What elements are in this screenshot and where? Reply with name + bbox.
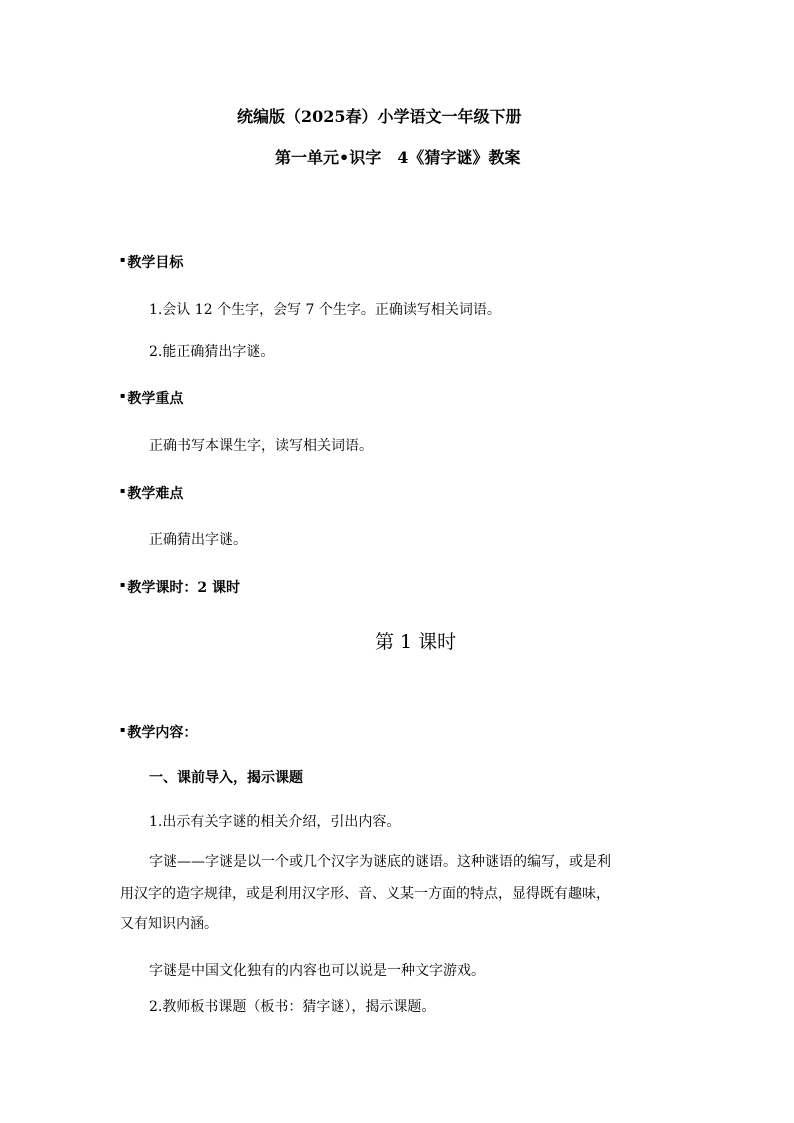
intro-line-3: 又有知识内涵。 [120,916,218,932]
bullet-icon: ▪ [120,485,126,495]
bullet-icon: ▪ [120,724,126,734]
key-points-heading-text: 教学重点 [127,391,184,407]
objectives-heading [120,254,183,272]
document-title: 统编版（2025春）小学语文一年级下册 [237,107,522,126]
step1-heading: 一、课前导入，揭示课题 [149,770,303,786]
intro-line-2: 用汉字的造字规律，或是利用汉字形、音、义某一方面的特点，显得既有趣味， [120,886,610,902]
objective-item-1: 1.会认 12 个生字，会写 7 个生字。正确读写相关词语。 [149,302,501,318]
difficulties-text: 正确猜出字谜。 [149,532,247,548]
culture-line: 字谜是中国文化独有的内容也可以说是一种文字游戏。 [149,963,485,979]
content-item-1: 1.出示有关字谜的相关介绍，引出内容。 [149,814,401,830]
content-heading [120,724,197,742]
intro-line-1: 字谜——字谜是以一个或几个汉字为谜底的谜语。这种谜语的编写，或是利 [149,854,611,870]
objective-item-2: 2.能正确猜出字谜。 [149,344,275,360]
content-heading-text: 教学内容： [127,725,198,741]
key-points-text: 正确书写本课生字，读写相关词语。 [149,438,373,454]
hours-heading [120,579,240,597]
bullet-icon: ▪ [120,579,126,589]
key-points-heading [120,390,183,408]
objectives-heading-text: 教学目标 [127,255,184,271]
bullet-icon: ▪ [120,254,126,264]
hours-heading-text: 教学课时：2 课时 [127,580,241,596]
difficulties-heading [120,485,183,503]
document-subtitle: 第一单元•识字 4《猜字谜》教案 [275,148,521,167]
bullet-icon: ▪ [120,390,126,400]
lesson-title: 第 1 课时 [375,631,457,653]
difficulties-heading-text: 教学难点 [127,486,184,502]
content-item-2: 2.教师板书课题（板书：猜字谜），揭示课题。 [149,999,436,1015]
